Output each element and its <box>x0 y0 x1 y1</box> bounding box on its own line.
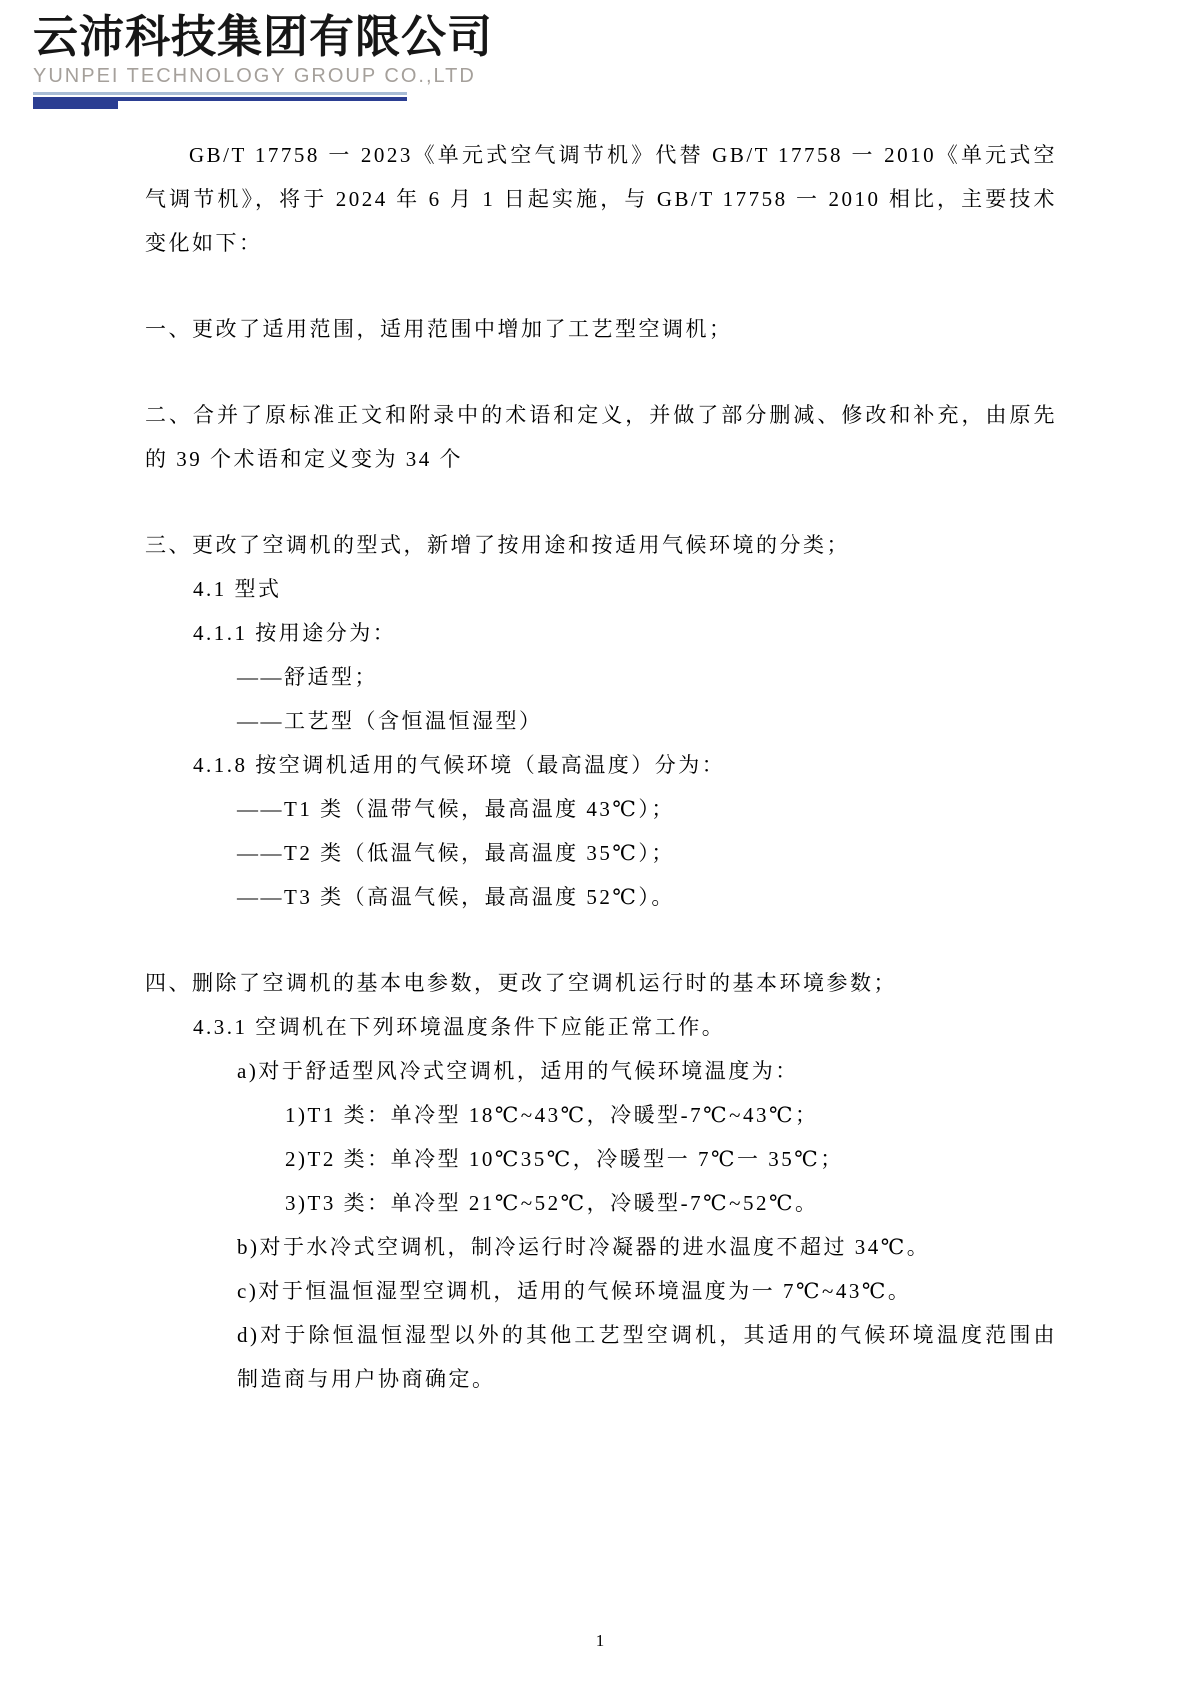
paragraph-sec-4-1-8: 4.1.8 按空调机适用的气候环境（最高温度）分为： <box>193 753 726 777</box>
document-body <box>145 133 1057 1401</box>
paragraph-point-b: b)对于水冷式空调机，制冷运行时冷凝器的进水温度不超过 34℃。 <box>237 1235 931 1259</box>
paragraph-dash-t3: ——T3 类（高温气候，最高温度 52℃）。 <box>237 885 675 909</box>
letterhead-rule-light <box>33 92 407 95</box>
paragraph-item-2: 二、合并了原标准正文和附录中的术语和定义，并做了部分删减、修改和补充，由原先的 39 个术语和定义变为 34 个 <box>145 403 1057 471</box>
paragraph-point-a-2: 2)T2 类：单冷型 10℃35℃，冷暖型一 7℃一 35℃； <box>285 1147 844 1171</box>
paragraph-point-a-1: 1)T1 类：单冷型 18℃~43℃，冷暖型-7℃~43℃； <box>285 1103 819 1127</box>
letterhead-rule <box>33 92 407 109</box>
company-name-cn: 云沛科技集团有限公司 <box>33 11 494 62</box>
paragraph-item-1: 一、更改了适用范围，适用范围中增加了工艺型空调机； <box>145 317 733 341</box>
letterhead-rule-navy-line <box>118 97 407 101</box>
paragraph-intro: GB/T 17758 一 2023《单元式空气调节机》代替 GB/T 17758 一 2010《单元式空气调节机》，将于 2024 年 6 月 1 日起实施，与 GB/T 17758 一 2010 相比，主要技术变化如下： <box>145 143 1057 255</box>
company-name-en: YUNPEI TECHNOLOGY GROUP CO.,LTD <box>33 65 476 87</box>
paragraph-item-3: 三、更改了空调机的型式，新增了按用途和按适用气候环境的分类； <box>145 533 850 557</box>
paragraph-point-d: d)对于除恒温恒湿型以外的其他工艺型空调机，其适用的气候环境温度范围由制造商与用户协商确定。 <box>237 1323 1057 1391</box>
letterhead-rule-navy-block <box>33 97 118 109</box>
letterhead <box>33 12 493 109</box>
paragraph-dash-t2: ——T2 类（低温气候，最高温度 35℃）； <box>237 841 675 865</box>
paragraph-dash-process: ——工艺型（含恒温恒湿型） <box>237 709 543 733</box>
paragraph-dash-comfort: ——舒适型； <box>237 665 378 689</box>
paragraph-item-4: 四、删除了空调机的基本电参数，更改了空调机运行时的基本环境参数； <box>145 971 897 995</box>
paragraph-sec-4-1-1: 4.1.1 按用途分为： <box>193 621 397 645</box>
paragraph-point-a-3: 3)T3 类：单冷型 21℃~52℃，冷暖型-7℃~52℃。 <box>285 1191 819 1215</box>
paragraph-sec-4-1: 4.1 型式 <box>193 577 282 601</box>
paragraph-point-c: c)对于恒温恒湿型空调机，适用的气候环境温度为一 7℃~43℃。 <box>237 1279 912 1303</box>
letterhead-rule-navy <box>33 97 407 109</box>
paragraph-point-a: a)对于舒适型风冷式空调机，适用的气候环境温度为： <box>237 1059 799 1083</box>
paragraph-sec-4-3-1: 4.3.1 空调机在下列环境温度条件下应能正常工作。 <box>193 1015 726 1039</box>
paragraph-dash-t1: ——T1 类（温带气候，最高温度 43℃）； <box>237 797 675 821</box>
page-number: 1 <box>595 1631 605 1650</box>
